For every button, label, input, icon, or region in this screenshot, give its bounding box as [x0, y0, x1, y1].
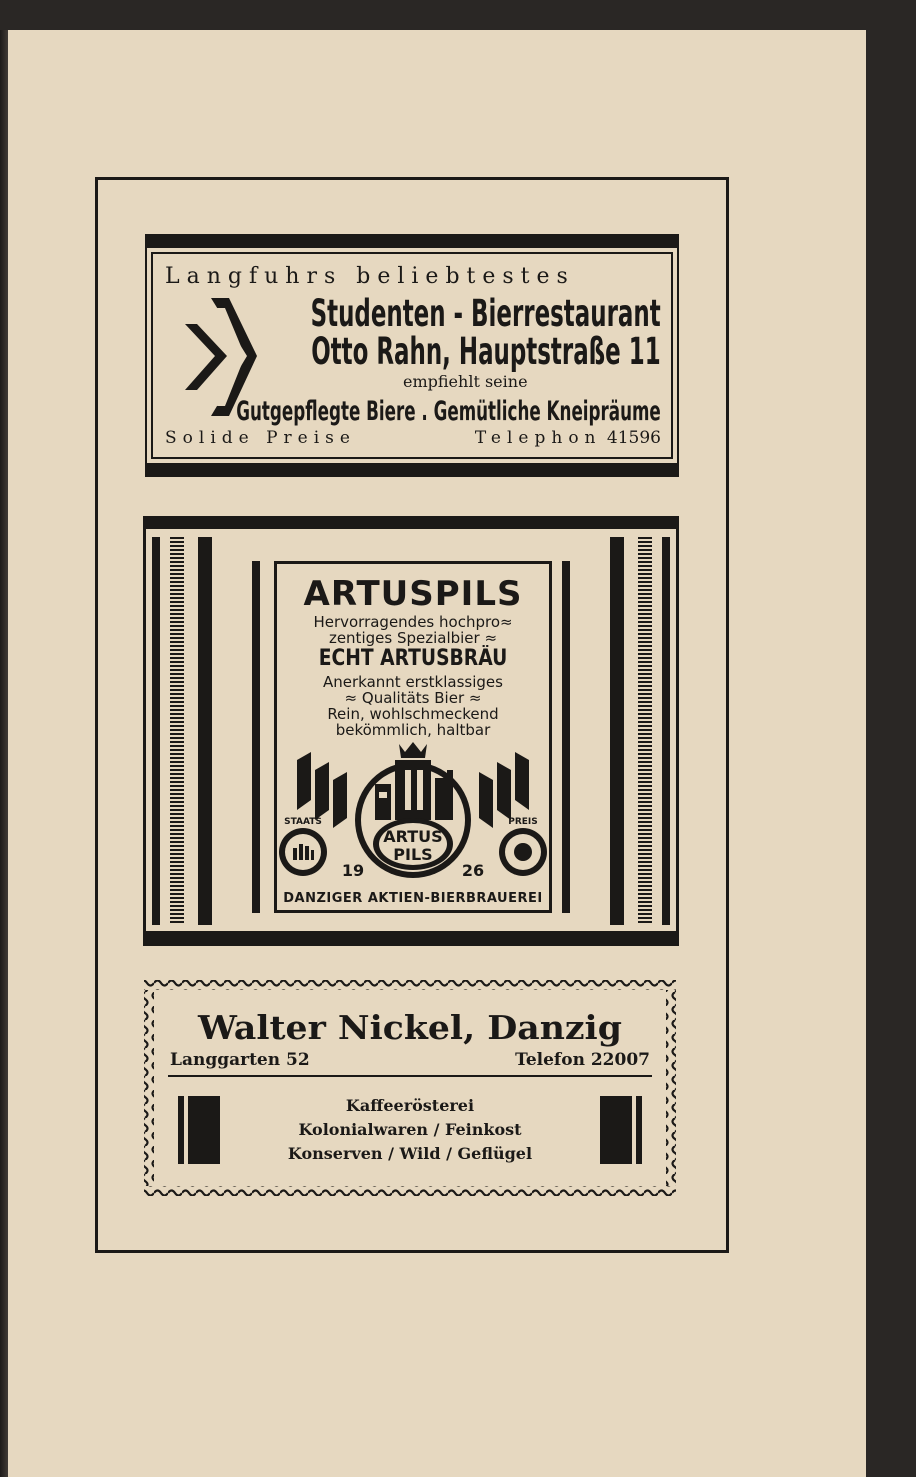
left-hatch — [170, 537, 184, 925]
owner-address: Otto Rahn, Hauptstraße 11 — [311, 330, 661, 373]
telephone-number: 41596 — [606, 428, 661, 448]
top-bar — [146, 519, 676, 529]
restaurant-ad — [145, 234, 679, 477]
ad-inner-border — [151, 252, 673, 459]
telephone-text — [475, 428, 661, 448]
divider — [168, 1075, 652, 1077]
poster-line: bekömmlich, haltbar — [335, 721, 491, 739]
poster-line: zentiges Spezialbier ≈ — [328, 629, 498, 647]
grocer-ad — [140, 978, 680, 1198]
brewery-name: DANZIGER AKTIEN-BIERBRAUEREI — [283, 891, 543, 906]
medal-left-label: STAATS — [284, 817, 322, 827]
product-line: Konserven / Wild / Geflügel — [287, 1144, 533, 1163]
illustration-text — [277, 740, 549, 880]
telephone-label: Telephon — [474, 428, 602, 448]
right-inner-column — [562, 561, 570, 913]
badge-top-text: ARTUS — [383, 827, 443, 846]
poster-bold-line: ECHT ARTUSBRÄU — [318, 646, 508, 671]
product-line: Kolonialwaren / Feinkost — [298, 1120, 522, 1139]
ad-tagline: Langfuhrs beliebtestes — [165, 264, 575, 289]
left-column — [152, 537, 160, 925]
left-column-thick — [198, 537, 212, 925]
right-column — [662, 537, 670, 925]
right-column-thick — [610, 537, 624, 925]
restaurant-name: Studenten - Bierrestaurant — [310, 292, 661, 335]
poster-line: Anerkannt erstklassiges — [323, 673, 503, 691]
poster-title: ARTUSPILS — [303, 574, 523, 614]
ad-top-bar — [147, 236, 677, 248]
poster-line: Hervorragendes hochpro≈ — [313, 613, 513, 631]
right-hatch — [638, 537, 652, 925]
grocer-address: Langgarten 52 — [170, 1050, 310, 1070]
medal-right-label: PREIS — [508, 817, 538, 827]
grocer-phone: Telefon 22007 — [515, 1050, 650, 1070]
year-right: 26 — [461, 861, 485, 880]
brewery-ad — [143, 516, 679, 946]
beer-poster — [274, 561, 552, 913]
product-line: Kaffeerösterei — [345, 1096, 475, 1115]
recommends-text: empfiehlt seine — [403, 372, 528, 391]
ad-bottom-bar — [147, 463, 677, 475]
left-inner-column — [252, 561, 260, 913]
prices-text: Solide Preise — [165, 428, 356, 448]
offer-line: Gutgepflegte Biere . Gemütliche Kneipräume — [236, 396, 661, 427]
poster-line: ≈ Qualitäts Bier ≈ — [344, 689, 482, 707]
year-left: 19 — [341, 861, 365, 880]
bottom-bar — [146, 931, 676, 943]
grocer-name: Walter Nickel, Danzig — [198, 1008, 622, 1047]
poster-line: Rein, wohlschmeckend — [327, 705, 499, 723]
badge-bottom-text: PILS — [393, 845, 433, 864]
